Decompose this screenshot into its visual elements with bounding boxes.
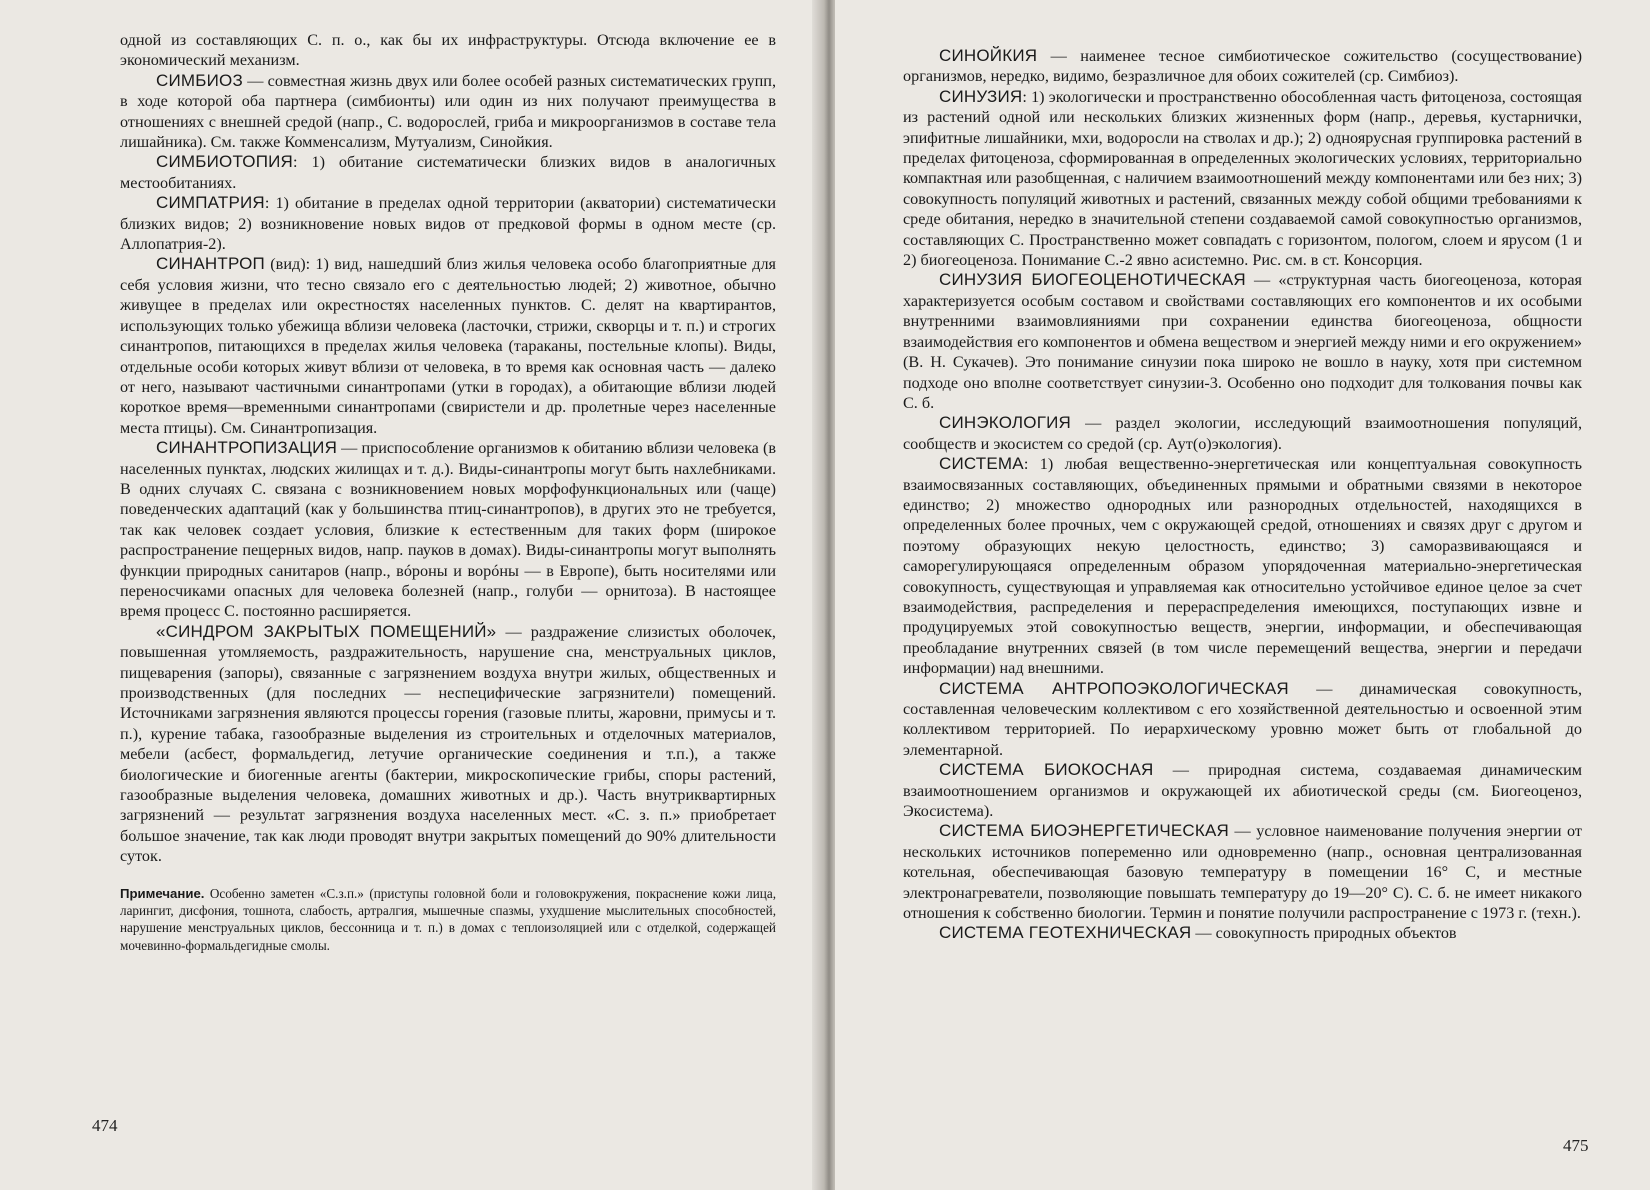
dictionary-entry [120, 438, 776, 622]
dictionary-entry [903, 270, 1582, 413]
dictionary-entry [903, 413, 1582, 454]
entry-definition: — совместная жизнь двух или более особей разных систематических групп, в ходе которой оба партнера (симбионты) или один из них получают преимущества в отношениях с внешней средой (напр., С. водорослей, гриба и микроорганизмов в составе тела лишайника). См. также Комменсализм, Мутуализм, Синойкия. [120, 71, 776, 152]
left-page [0, 0, 822, 1190]
dictionary-entry [903, 923, 1582, 943]
entry-headword: СИНУЗИЯ БИОГЕОЦЕНОТИЧЕСКАЯ [939, 270, 1246, 290]
entry-headword: СИНАНТРОПИЗАЦИЯ [156, 438, 338, 458]
right-page [835, 0, 1650, 1190]
dictionary-entry [120, 71, 776, 153]
dictionary-entry [903, 87, 1582, 271]
entry-headword: СИСТЕМА ГЕОТЕХНИЧЕСКАЯ [939, 923, 1192, 943]
page-number-right: 475 [1563, 1136, 1589, 1155]
dictionary-entry [120, 622, 776, 867]
entry-headword: СИСТЕМА БИОЭНЕРГЕТИЧЕСКАЯ [939, 821, 1230, 841]
dictionary-entry [120, 193, 776, 254]
entry-definition: : 1) экологически и пространственно обособленная часть фитоценоза, состоящая из растений одной или нескольких близких жизненных форм (напр., деревья, кустарнички, эпифитные лишайники, мхи, водоросли на стволах и др.); 2) одноярусная группировка растений в пределах фитоценоза, сформированная в определенных экологических условиях, территориально компактная или разобщенная, с наличием взаимоотношений между компонентами или без них; 3) совокупность популяций животных и растений, связанных между собой общими требованиями к среде обитания, нередко в значительной степени создаваемой самой совокупностью организмов, составляющих С. Пространственно может совпадать с горизонтом, пологом, слоем и ярусом (1 и 2) биогеоценоза. Понимание С.-2 явно асистемно. Рис. см. в ст. Консорция. [903, 87, 1582, 270]
entry-definition: — условное наименование получения энергии от нескольких источников попеременно или одновременно (напр., основная централизованная котельная, обеспечивающая базовую температуру в помещении 16° С, и местные электронагреватели, позволяющие повышать температуру до 19—20° С). С. б. не имеет никакого отношения к собственно биологии. Термин и понятие получили распространение с 1973 г. (техн.). [903, 822, 1582, 923]
entry-headword: СИСТЕМА БИОКОСНАЯ [939, 760, 1154, 780]
entry-headword: СИМБИОТОПИЯ [156, 152, 294, 172]
entry-headword: СИНЭКОЛОГИЯ [939, 413, 1072, 433]
entry-definition: (вид): 1) вид, нашедший близ жилья человека особо благоприятные для себя условия жизни, что тесно связало его с деятельностью людей; 2) животное, обычно живущее в пределах или окрестностях населенных пунктов. С. делят на квартирантов, использующих только убежища вблизи человека (ласточки, стрижи, скворцы и т. п.) и строгих синантропов, питающихся в пределах жилья человека (тараканы, постельные клопы). Виды, отдельные особи которых живут вблизи от человека, в то время как основная часть — далеко от него, называют частичными синантропами (утки в городах), а обитающие вблизи людей короткое время—временными синантропами (свиристели и др. пролетные через населенные места птицы). См. Синантропизация. [120, 255, 776, 437]
dictionary-entry [903, 454, 1582, 678]
entry-headword: СИНУЗИЯ [939, 86, 1023, 106]
note-heading: Примечание. [120, 885, 205, 901]
dictionary-entry [120, 254, 776, 438]
intro-paragraph: одной из составляющих С. п. о., как бы их инфраструктуры. Отсюда включение ее в экономический механизм. [120, 31, 776, 70]
entry-definition: — «структурная часть биогеоценоза, которая характеризуется особым составом и свойствами составляющих его компонентов и их особыми внутренними взаимовлияниями при сохранении единства биогеоценоза, общности взаимодействия его компонентов и обмена веществом и энергией между ними и его окружением» (В. Н. Сукачев). Это понимание синузии пока широко не вошло в науку, хотя при системном подходе оно вполне соответствует синузии-3. Особенно оно подходит для толкования почвы как С. б. [903, 271, 1582, 412]
entry-headword: СИМПАТРИЯ [156, 193, 265, 213]
page-number-left: 474 [92, 1116, 118, 1135]
entry-definition: : 1) любая вещественно-энергетическая или концептуальная совокупность взаимосвязанных составляющих, объединенных прямыми и обратными связями в некоторое единство; 2) множество однородных или разнородных отдельностей, находящихся в определенных более прочных, чем с окружающей средой, отношениях и связях друг с другом и поэтому образующих некую целостность, единство; 3) саморазвивающаяся и саморегулирующаяся определенным образом упорядоченная материально-энергетическая совокупность, существующая и управляемая как относительно устойчивое единое целое за счет взаимодействия, распределения и перераспределения имеющихся, поступающих извне и продуцируемых этой совокупностью веществ, энергии, информации, и обеспечивающая преобладание внутренних связей (в том числе перемещений вещества, энергии и передачи информации) над внешними. [903, 455, 1582, 678]
entry-definition: — совокупность природных объектов [1191, 924, 1457, 943]
dictionary-entry [903, 679, 1582, 761]
dictionary-entry [903, 821, 1582, 923]
note-paragraph [120, 885, 776, 954]
entry-definition: — наименее тесное симбиотическое сожительство (сосуществование) организмов, нередко, видимо, безразличное для обоих сожителей (ср. Симбиоз). [903, 47, 1582, 86]
entry-headword: СИМБИОЗ [156, 70, 243, 90]
entry-definition: : 1) обитание в пределах одной территории (акватории) систематически близких видов; 2) возникновение новых видов от предковой формы в одном месте (ср. Аллопатрия-2). [120, 194, 776, 254]
entry-headword: СИНАНТРОП [156, 254, 265, 274]
dictionary-entry [120, 152, 776, 193]
entry-headword: СИСТЕМА [939, 454, 1024, 474]
left-entries [120, 71, 776, 867]
entry-definition: : 1) обитание систематически близких видов в аналогичных местообитаниях. [120, 153, 776, 192]
dictionary-entry [903, 46, 1582, 87]
entry-definition: — природная система, создаваемая динамическим взаимоотношением организмов и окружающей их абиотической среды (см. Биогеоценоз, Экосистема). [903, 761, 1583, 821]
dictionary-entry [903, 760, 1582, 821]
right-entries [903, 46, 1582, 944]
entry-definition: — раздел экологии, исследующий взаимоотношения популяций, сообществ и экосистем со средой (ср. Аут(о)экология). [903, 414, 1582, 453]
entry-headword: СИСТЕМА АНТРОПОЭКОЛОГИЧЕСКАЯ [939, 678, 1289, 698]
entry-headword: СИНОЙКИЯ [939, 46, 1038, 65]
entry-definition: — раздражение слизистых оболочек, повышенная утомляемость, раздражительность, нарушение сна, менструальных циклов, пищеварения (запоры), связанные с загрязнением воздуха внутри жилых, общественных и производственных (для последних — неспецифические загрязнители) помещений. Источниками загрязнения являются процессы горения (газовые плиты, жаровни, примусы и т. п.), курение табака, газообразные выделения из строительных и отделочных материалов, мебели (асбест, формальдегид, летучие органические соединения и т.п.), а также биологические и биогенные агенты (бактерии, микроскопические грибы, споры растений, газообразные выделения человека, домашних животных и др.). Часть внутриквартирных загрязнений — результат загрязнения воздуха населенных мест. «С. з. п.» приобретает большое значение, так как люди проводят внутри закрытых помещений до 90% длительности суток. [120, 622, 776, 866]
entry-definition: — динамическая совокупность, составленная человеческим коллективом с его хозяйственной деятельностью и освоенной этим коллективом территорией. По иерархическому уровню может быть от глобальной до элементарной. [903, 679, 1582, 759]
entry-headword: «СИНДРОМ ЗАКРЫТЫХ ПОМЕЩЕНИЙ» [156, 621, 497, 641]
entry-definition: — приспособление организмов к обитанию вблизи человека (в населенных пунктах, людских жилищах и т. д.). Виды-синантропы могут быть нахлебниками. В одних случаях С. связана с возникновением новых морфофункциональных или (чаще) поведенческих адаптаций (как у большинства птиц-синантропов), в других это не требуется, так как человек создает условия, близкие к естественным для таких форм (широкое распространение пещерных видов, напр. пауков в домах). Виды-синантропы могут выполнять функции природных санитаров (напр., вóроны и ворóны — в Европе), быть носителями или переносчиками опасных для человека болезней (напр., голуби — орнитоза). В настоящее время процесс С. постоянно расширяется. [120, 439, 776, 621]
note-text: Особенно заметен «С.з.п.» (приступы головной боли и головокружения, покраснение кожи лица, ларингит, дисфония, тошнота, слабость, артралгия, мышечные спазмы, ухудшение мыслительных способностей, нарушение менструальных циклов, бессонница и т. п.) в домах с теплоизоляцией или с отделкой, содержащей мочевинно-формальдегидные смолы. [120, 885, 776, 953]
